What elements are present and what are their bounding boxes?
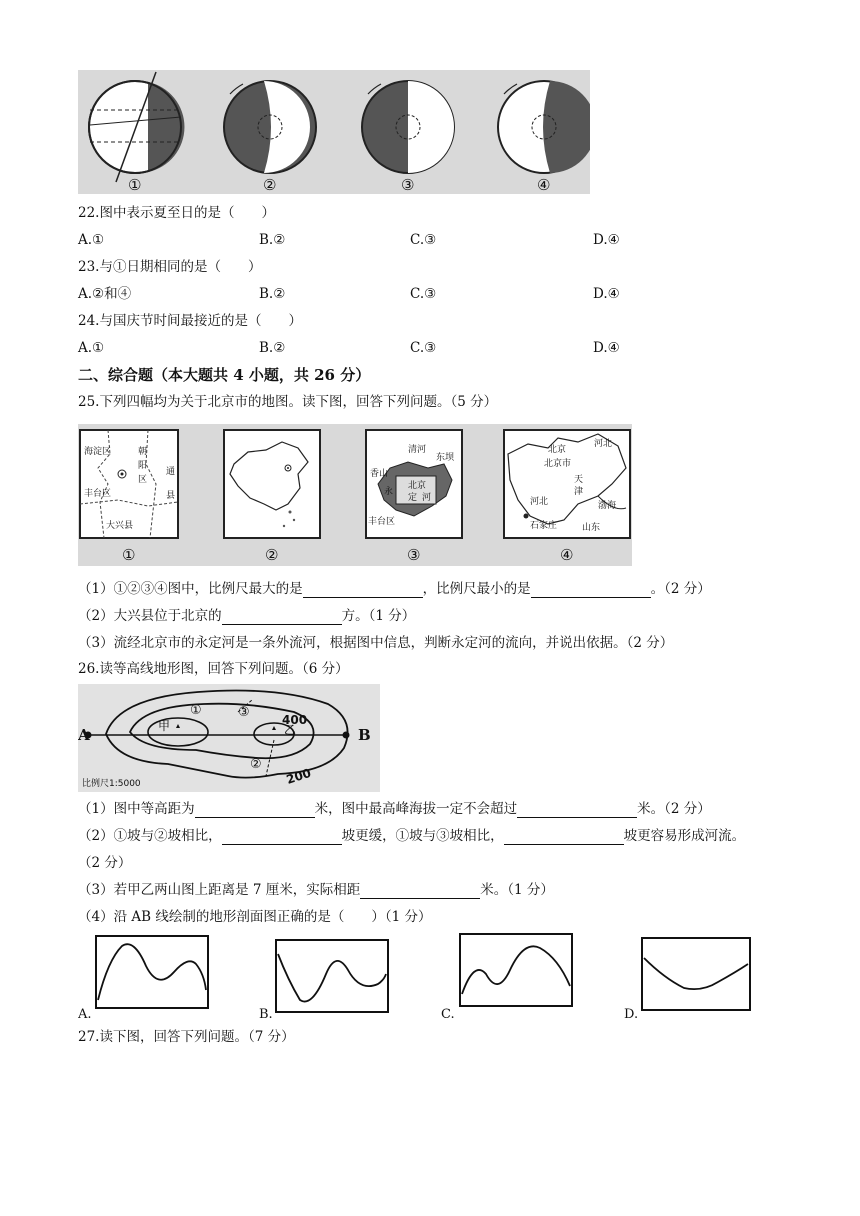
map4-hebei-2: 河北 <box>530 497 549 507</box>
map-4 <box>504 430 630 538</box>
q24-option-d: D.④ <box>593 340 620 356</box>
q27-stem: 27.读下图，回答下列问题。（7 分） <box>78 1029 295 1045</box>
earth-illumination-figure <box>78 70 590 194</box>
map3-dongba: 东坝 <box>436 453 455 463</box>
slope-2: ② <box>250 757 262 772</box>
map4-beijing-shi: 北京市 <box>544 459 572 469</box>
q26-part4: （4）沿 AB 线绘制的地形剖面图正确的是（ ）（1 分） <box>78 909 432 925</box>
q26-stem: 26.读等高线地形图，回答下列问题。（6 分） <box>78 661 349 677</box>
contour-400: 400 <box>282 713 308 727</box>
map3-qinghe: 清河 <box>408 445 427 455</box>
map3-fengtai: 丰台区 <box>368 517 396 527</box>
earth-diagram-2 <box>224 81 316 173</box>
earth-illumination-svg <box>78 70 590 194</box>
slope-3: ③ <box>238 705 250 720</box>
profile-c[interactable] <box>460 934 572 1006</box>
q23-option-d: D.④ <box>593 286 620 302</box>
earth-diagram-4 <box>498 81 590 173</box>
q25-p1-blank-1[interactable] <box>303 583 423 598</box>
q26-p3-text-b: 米。（1 分） <box>480 882 554 898</box>
map-label-3: ③ <box>407 546 421 564</box>
map1-fengtai: 丰台区 <box>84 489 112 499</box>
q24-option-c: C.③ <box>410 340 437 356</box>
q22-option-d: D.④ <box>593 232 620 248</box>
q26-p1-text-b: 米，图中最高峰海拔一定不会超过 <box>314 801 518 817</box>
q26-p3-text-a: （3）若甲乙两山图上距离是 7 厘米，实际相距 <box>78 882 361 898</box>
profile-options <box>78 930 778 1020</box>
q25-part2 <box>78 607 415 625</box>
q24-option-a: A.① <box>78 340 105 356</box>
slope-1: ① <box>190 703 202 718</box>
contour-map-svg <box>78 684 380 792</box>
section-title: 二、综合题（本大题共 4 小题，共 26 分） <box>78 366 371 384</box>
map4-beijing: 北京 <box>548 445 567 455</box>
contour-scale: 比例尺1:5000 <box>82 779 141 789</box>
map1-haidian: 海淀区 <box>84 447 112 457</box>
q26-part3 <box>78 881 554 899</box>
fig-label-4: ④ <box>537 176 551 194</box>
map1-yang: 阳 <box>138 461 148 471</box>
map-2 <box>224 430 320 538</box>
map4-bohai: 渤海 <box>598 501 617 511</box>
profile-d[interactable] <box>642 938 750 1010</box>
q22-option-c: C.③ <box>410 232 437 248</box>
q25-p1-text-a: （1）①②③④图中，比例尺最大的是 <box>78 581 303 597</box>
beijing-maps-svg <box>78 424 632 566</box>
q25-p1-text-b: ，比例尺最小的是 <box>422 581 531 597</box>
q25-p2-text-a: （2）大兴县位于北京的 <box>78 608 222 624</box>
q25-part3: （3）流经北京市的永定河是一条外流河，根据图中信息，判断永定河的流向，并说出依据。（2 分） <box>78 635 674 651</box>
q26-p2-text-a: （2）①坡与②坡相比， <box>78 828 222 844</box>
map-label-2: ② <box>265 546 279 564</box>
contour-200: 200 <box>284 765 313 787</box>
q26-p2-text-b: 坡更缓，①坡与③坡相比， <box>341 828 504 844</box>
q25-p1-blank-2[interactable] <box>531 583 651 598</box>
q23-option-c: C.③ <box>410 286 437 302</box>
q26-part2 <box>78 827 745 845</box>
map1-chao: 朝 <box>138 447 148 457</box>
q26-p1-text-c: 米。（2 分） <box>637 801 711 817</box>
profile-options-svg <box>78 930 778 1020</box>
q26-p2-text-c: 坡更容易形成河流。 <box>623 828 746 844</box>
profile-label-d: D. <box>624 1007 639 1020</box>
map4-hebei-1: 河北 <box>594 439 613 449</box>
q26-p1-blank-2[interactable] <box>517 803 637 818</box>
contour-yi: 乙 <box>284 723 297 737</box>
map3-yong: 永 <box>384 487 394 497</box>
map-1 <box>80 430 178 538</box>
map3-ding: 定 <box>408 493 418 503</box>
profile-b[interactable] <box>276 940 388 1012</box>
q25-p2-text-b: 方。（1 分） <box>341 608 416 624</box>
fig-label-2: ② <box>263 176 277 194</box>
map4-jin: 津 <box>574 487 584 497</box>
q25-p1-text-c: 。（2 分） <box>650 581 711 597</box>
q23-option-a: A.②和④ <box>78 286 132 302</box>
q25-stem: 25.下列四幅均为关于北京市的地图。读下图，回答下列问题。（5 分） <box>78 394 498 410</box>
earth-diagram-1 <box>89 72 184 182</box>
q23-stem: 23.与①日期相同的是（ ） <box>78 259 262 275</box>
map1-daxing: 大兴县 <box>106 521 134 531</box>
map3-xiangshan: 香山 <box>370 469 389 479</box>
point-b: B <box>358 726 371 744</box>
contour-jia: 甲 <box>158 719 171 733</box>
q25-part1 <box>78 580 711 598</box>
q26-p2-blank-2[interactable] <box>504 830 624 845</box>
q24-option-b: B.② <box>259 340 286 356</box>
map4-shandong: 山东 <box>582 523 601 533</box>
q22-stem: 22.图中表示夏至日的是（ ） <box>78 205 275 221</box>
contour-map-figure <box>78 684 380 792</box>
map4-tian: 天 <box>574 475 584 485</box>
map1-tong: 通 <box>166 467 176 477</box>
map1-xian: 县 <box>166 491 176 501</box>
q26-p3-blank[interactable] <box>360 884 480 899</box>
profile-label-a: A. <box>78 1007 92 1020</box>
point-a: A <box>78 726 90 744</box>
q25-p2-blank[interactable] <box>222 610 342 625</box>
profile-label-c: C. <box>441 1007 455 1020</box>
map3-beijing: 北京 <box>408 481 427 491</box>
q26-p2-blank-1[interactable] <box>222 830 342 845</box>
q26-p1-text-a: （1）图中等高距为 <box>78 801 195 817</box>
map3-he: 河 <box>422 493 432 503</box>
map4-shijiazhuang: 石家庄 <box>530 521 558 531</box>
q22-option-a: A.① <box>78 232 105 248</box>
fig-label-1: ① <box>128 176 142 194</box>
profile-a[interactable] <box>96 936 208 1008</box>
map-3 <box>366 430 462 538</box>
earth-diagram-3 <box>362 81 454 173</box>
q23-option-b: B.② <box>259 286 286 302</box>
q26-part1 <box>78 800 711 818</box>
map-label-1: ① <box>122 546 136 564</box>
q26-p1-blank-1[interactable] <box>195 803 315 818</box>
q26-part2-score: （2 分） <box>78 855 132 871</box>
map-label-4: ④ <box>560 546 574 564</box>
q22-option-b: B.② <box>259 232 286 248</box>
fig-label-3: ③ <box>401 176 415 194</box>
map1-qu: 区 <box>138 475 148 485</box>
profile-label-b: B. <box>259 1007 273 1020</box>
q24-stem: 24.与国庆节时间最接近的是（ ） <box>78 313 302 329</box>
beijing-maps-figure <box>78 424 632 566</box>
